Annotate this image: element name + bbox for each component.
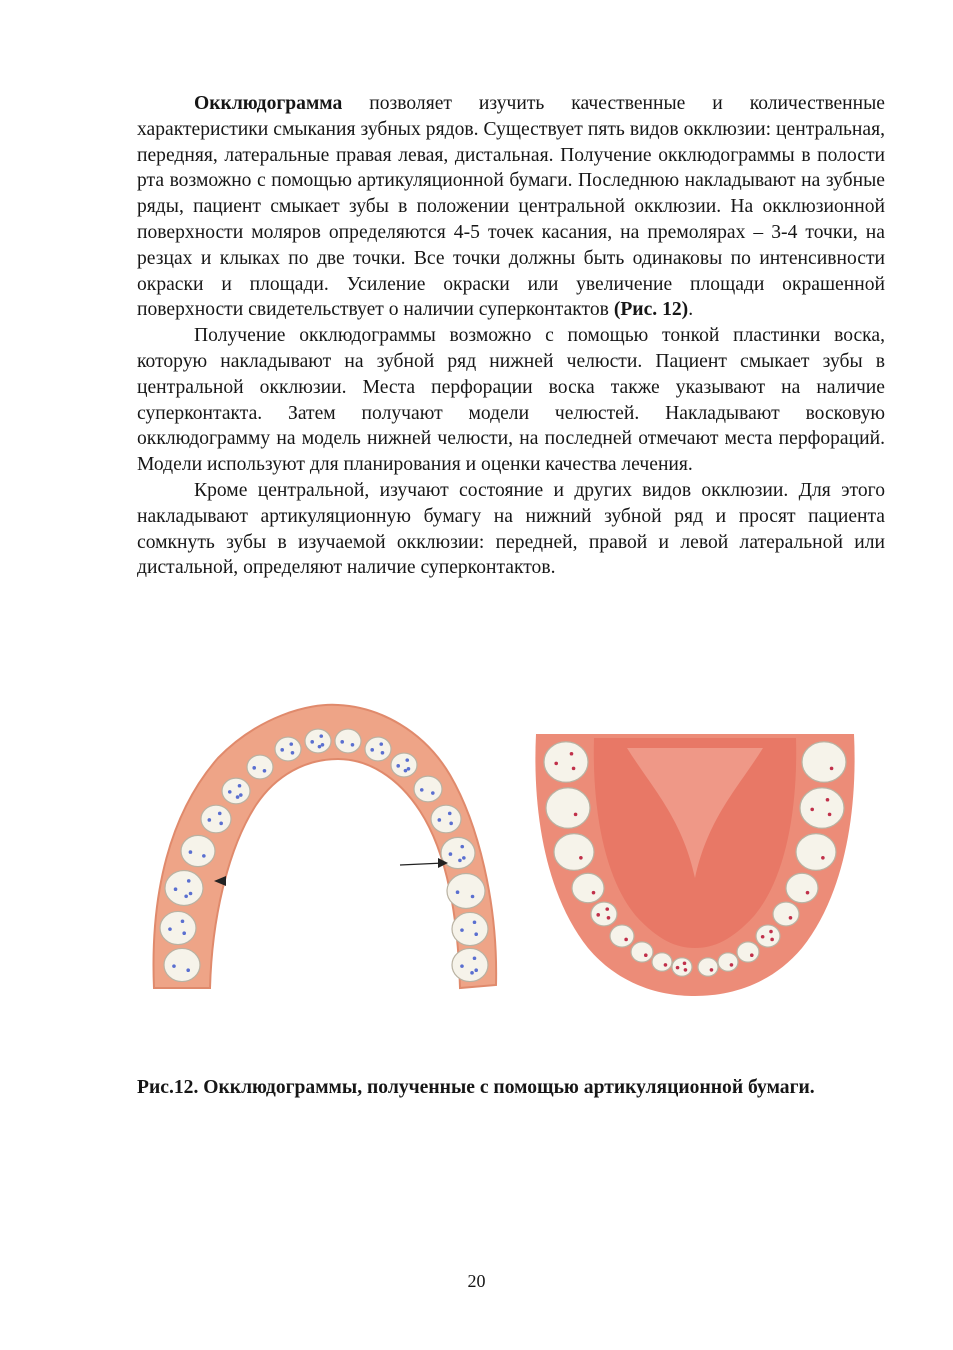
body-text <box>137 91 885 581</box>
tooth <box>546 788 590 828</box>
tooth <box>391 753 417 777</box>
tooth <box>431 805 461 833</box>
tooth <box>718 953 738 971</box>
paragraph-3: Кроме центральной, изучают состояние и других видов окклюзии. Для этого накладывают артикуляционную бумагу на нижний зубной ряд и просят пациента сомкнуть зубы в изучаемой окклюзии: передней, правой и левой латеральной или дистальной, определяют наличие суперконтактов. <box>137 479 885 579</box>
tooth <box>698 958 718 976</box>
tooth <box>452 912 488 945</box>
tooth <box>544 742 588 782</box>
tooth <box>802 742 846 782</box>
paragraph-1-text: позволяет изучить качественные и количественные характеристики смыкания зубных рядов. Существует пять видов окклюзии: центральная, передняя, латеральные правая левая, дистальная. Получение окклюдограммы в полости рта возможно с помощью артикуляционной бумаги. Последнюю накладывают на зубные ряды, пациент смыкает зубы в положении центральной окклюзии. На окклюзионной поверхности моляров определяются 4-5 точек касания, на премолярах – 3-4 точки, на резцах и клыках по две точки. Все точки должны быть одинаковы по интенсивности окраски и площади. Усиление окраски или увеличение площади окрашенной поверхности свидетельствует о наличии суперконтактов <box>137 93 885 321</box>
tooth <box>275 737 301 761</box>
paragraph-1 <box>137 91 885 323</box>
arrow-right-indicator <box>400 858 448 868</box>
tooth <box>414 776 442 802</box>
tooth <box>201 805 231 833</box>
tooth <box>447 874 485 909</box>
tooth <box>452 948 488 981</box>
tooth <box>591 902 617 926</box>
figure-arch-occlusiogram <box>148 703 502 1003</box>
tooth <box>164 948 200 981</box>
tooth <box>160 911 196 944</box>
tooth <box>181 835 215 866</box>
figure-lower-jaw <box>532 728 858 996</box>
tooth <box>247 755 273 779</box>
paragraph-2: Получение окклюдограммы возможно с помощью тонкой пластинки воска, которую накладывают на зубной ряд нижней челюсти. Пациент смыкает зубы в центральной окклюзии. Места перфорации воска также указывают на наличие суперконтакта. Затем получают модели челюстей. Накладывают восковую окклюдограмму на модель нижней челюсти, на последней отмечают места перфораций. Модели используют для планирования и оценки качества лечения. <box>137 325 885 476</box>
tooth <box>631 942 653 962</box>
figure-reference: (Рис. 12) <box>613 299 689 321</box>
tooth <box>800 788 844 828</box>
tooth <box>572 873 604 902</box>
paragraph-1-end: . <box>688 299 694 321</box>
term-occlusiogram: Окклюдограмма <box>194 93 343 114</box>
tooth <box>222 778 250 804</box>
tooth <box>335 729 361 753</box>
tooth <box>737 942 759 962</box>
tooth <box>365 737 391 761</box>
tooth <box>672 958 692 976</box>
tooth <box>165 871 203 906</box>
tooth <box>773 902 799 926</box>
tooth <box>652 953 672 971</box>
tooth <box>786 873 818 902</box>
page-number: 20 <box>467 1271 486 1291</box>
tooth <box>796 834 836 871</box>
figure-caption: Рис.12. Окклюдограммы, полученные с помощью артикуляционной бумаги. <box>137 1077 815 1098</box>
tooth <box>610 925 634 947</box>
tooth <box>305 729 331 753</box>
tooth <box>756 925 780 947</box>
tooth <box>554 834 594 871</box>
